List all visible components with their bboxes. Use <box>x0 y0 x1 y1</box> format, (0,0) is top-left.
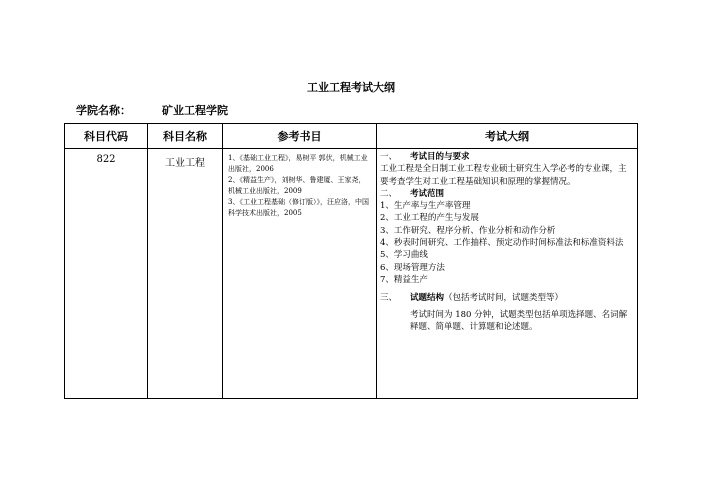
exam-outline-cell <box>377 149 638 399</box>
section-3-title-note: （包括考试时间，试题类型等） <box>444 293 564 304</box>
scope-item: 6、现场管理方法 <box>380 262 445 273</box>
section-2-title: 考试范围 <box>410 188 445 199</box>
header-reference-books: 参考书目 <box>223 124 377 149</box>
scope-item: 5、学习曲线 <box>380 250 428 261</box>
header-subject-name: 科目名称 <box>148 124 223 149</box>
section-1-heading <box>380 151 633 163</box>
scope-item: 2、工业工程的产生与发展 <box>380 213 479 224</box>
section-3-heading <box>380 292 633 304</box>
section-1-title: 考试目的与要求 <box>410 152 470 162</box>
college-name: 矿业工程学院 <box>162 104 228 117</box>
scope-item: 7、精益生产 <box>380 274 428 285</box>
header-exam-outline: 考试大纲 <box>377 124 638 149</box>
syllabus-table <box>64 123 638 399</box>
table-header-row <box>65 124 638 149</box>
reference-book-item: 2、《精益生产》，刘树华、鲁建厦、王家尧， 机械工业出版社，2009 <box>228 176 366 195</box>
scope-item: 3、工作研究、程序分析、作业分析和动作分析 <box>380 225 556 236</box>
scope-item: 4、秒表时间研究、工作抽样、预定动作时间标准法和标准资料法 <box>380 238 624 249</box>
section-1-text: 工业工程是全日制工业工程专业硕士研究生入学必考的专业课，主要考查学生对工业工程基础知识和原理的掌握情况。 <box>380 164 627 187</box>
reference-book-item: 3、《工业工程基础（修订版）》，汪应洛，中国科学技术出版社，2005 <box>228 198 369 217</box>
subject-name-cell: 工业工程 <box>148 149 223 399</box>
header-subject-code: 科目代码 <box>65 124 148 149</box>
document-title: 工业工程考试大纲 <box>307 81 395 94</box>
section-3-number: 三、 <box>380 293 398 304</box>
section-2-number: 二、 <box>380 188 398 199</box>
section-3-text: 考试时间为 180 分钟，试题类型包括单项选择题、名词解释题、简单题、计算题和论述题。 <box>410 309 628 332</box>
section-3-title: 试题结构 <box>410 293 445 304</box>
reference-books-cell <box>223 149 377 399</box>
scope-item: 1、生产率与生产率管理 <box>380 201 471 212</box>
section-1-number: 一、 <box>380 152 398 162</box>
subject-code-cell: 822 <box>65 149 148 399</box>
section-2-heading <box>380 188 633 200</box>
reference-book-item: 1、《基础工业工程》，易树平 郭伏，机械工业出版社，2006 <box>228 154 368 173</box>
college-label: 学院名称： <box>76 104 131 117</box>
table-row <box>65 149 638 399</box>
